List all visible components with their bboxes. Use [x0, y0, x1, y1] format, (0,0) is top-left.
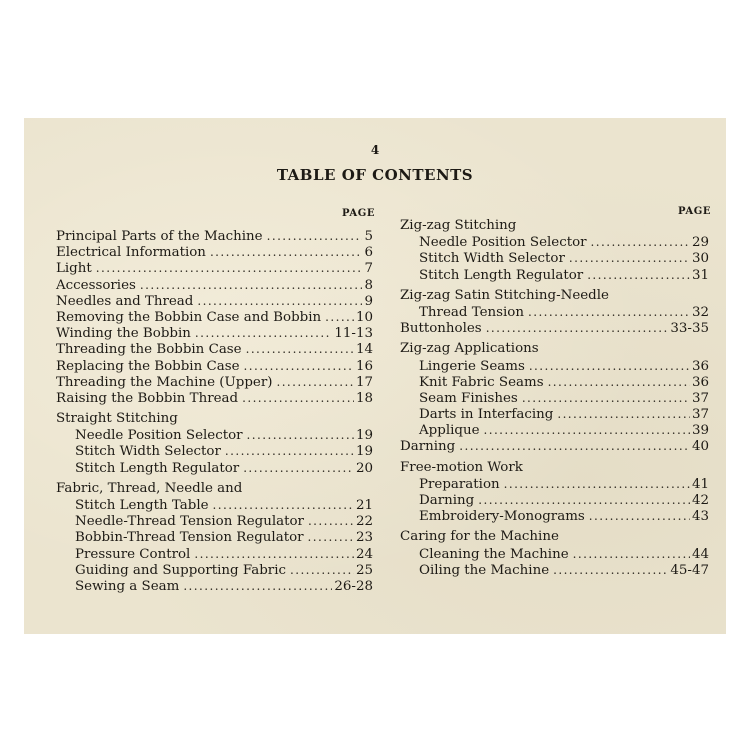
dot-leader: [486, 320, 669, 336]
dot-leader: [246, 341, 354, 357]
toc-section-heading: [400, 341, 709, 357]
toc-entry: [56, 309, 373, 325]
dot-leader: [557, 406, 690, 422]
toc-entry-label: Stitch Length Table: [75, 498, 209, 513]
toc-entry-page-number: 32: [691, 304, 709, 320]
dot-leader: [225, 443, 354, 459]
toc-entry-page-number: 11-13: [334, 326, 373, 342]
page-title: TABLE OF CONTENTS: [276, 166, 474, 184]
toc-entry-label: Removing the Bobbin Case and Bobbin: [56, 309, 322, 325]
toc-entry: [400, 406, 709, 422]
toc-entry-page-number: 29: [691, 235, 709, 251]
toc-entry: [56, 244, 373, 260]
dot-leader: [528, 304, 690, 320]
toc-entry-page-number: 19: [355, 428, 373, 444]
toc-entry-label: Principal Parts of the Machine: [56, 229, 263, 244]
toc-entry-page-number: 7: [364, 261, 373, 277]
page-number: 4: [370, 143, 380, 157]
toc-entry-page-number: 45-47: [670, 562, 709, 578]
toc-entry-label: Needle Position Selector: [419, 235, 587, 251]
toc-entry-label: Threading the Machine (Upper): [56, 374, 273, 390]
toc-entry-page-number: 37: [691, 407, 709, 423]
toc-entry: [400, 320, 709, 336]
toc-entry: [56, 293, 373, 309]
toc-entry: [400, 476, 709, 492]
dot-leader: [529, 358, 690, 374]
toc-entry-page-number: 6: [364, 245, 373, 261]
toc-entry-label: Applique: [419, 423, 480, 439]
toc-entry: [56, 341, 373, 357]
dot-leader: [197, 293, 362, 309]
toc-entry: [56, 427, 373, 443]
toc-entry: [56, 358, 373, 374]
toc-entry-page-number: 24: [355, 546, 373, 562]
dot-leader: [308, 529, 354, 545]
toc-entry-page-number: 37: [691, 390, 709, 406]
toc-entry-label: Buttonholes: [400, 321, 482, 337]
toc-entry-label: Cleaning the Machine: [419, 546, 569, 562]
dot-leader: [243, 460, 354, 476]
toc-entry-label: Oiling the Machine: [419, 562, 550, 578]
toc-entry-label: Replacing the Bobbin Case: [56, 358, 240, 374]
toc-entry: [400, 234, 709, 250]
toc-entry-page-number: 23: [355, 530, 373, 546]
toc-entry-label: Needle-Thread Tension Regulator: [75, 514, 304, 530]
toc-section-heading: [400, 218, 709, 234]
toc-entry-page-number: 17: [355, 374, 373, 390]
toc-entry-label: Lingerie Seams: [419, 358, 525, 374]
toc-entry-label: Stitch Width Selector: [75, 444, 221, 460]
toc-entry-page-number: 19: [355, 444, 373, 460]
toc-entry: [400, 250, 709, 266]
dot-leader: [195, 325, 333, 341]
toc-entry-label: Straight Stitching: [56, 411, 178, 427]
toc-entry-label: Zig-zag Applications: [400, 341, 539, 357]
right-contents-column: [400, 218, 709, 578]
dot-leader: [591, 234, 690, 250]
dot-leader: [96, 260, 363, 276]
toc-entry-page-number: 36: [691, 374, 709, 390]
toc-entry-label: Darning: [419, 493, 475, 508]
toc-entry-page-number: 41: [691, 476, 709, 492]
toc-entry-label: Zig-zag Satin Stitching-Needle: [400, 287, 609, 303]
toc-entry-page-number: 8: [364, 277, 373, 293]
toc-entry: [56, 277, 373, 293]
toc-entry-label: Stitch Length Regulator: [75, 460, 240, 476]
toc-entry-page-number: 44: [691, 546, 709, 562]
toc-section-heading: [400, 460, 709, 476]
toc-entry-label: Knit Fabric Seams: [419, 374, 544, 390]
toc-section-heading: [400, 288, 709, 304]
toc-entry-label: Darning: [400, 439, 456, 455]
toc-entry: [400, 438, 709, 454]
toc-entry: [56, 260, 373, 276]
toc-entry-label: Preparation: [419, 476, 500, 492]
toc-entry: [56, 578, 373, 594]
dot-leader: [587, 267, 690, 283]
toc-entry: [400, 390, 709, 406]
dot-leader: [247, 427, 354, 443]
dot-leader: [242, 390, 354, 406]
toc-entry: [56, 374, 373, 390]
toc-entry-page-number: 33-35: [670, 321, 709, 337]
booklet-page: [24, 118, 726, 634]
dot-leader: [267, 228, 363, 244]
dot-leader: [194, 546, 354, 562]
toc-entry-label: Thread Tension: [419, 304, 524, 320]
toc-entry-label: Needles and Thread: [56, 293, 194, 309]
toc-entry-label: Darts in Interfacing: [419, 407, 554, 423]
toc-entry: [400, 358, 709, 374]
toc-entry-label: Fabric, Thread, Needle and: [56, 480, 243, 496]
toc-entry-label: Stitch Width Selector: [419, 251, 565, 267]
toc-entry-page-number: 30: [691, 251, 709, 267]
toc-entry-label: Needle Position Selector: [75, 428, 243, 444]
dot-leader: [140, 277, 363, 293]
dot-leader: [553, 562, 668, 578]
toc-entry-label: Stitch Length Regulator: [419, 267, 584, 283]
dot-leader: [183, 578, 332, 594]
toc-entry: [56, 529, 373, 545]
dot-leader: [210, 244, 363, 260]
toc-section-heading: [400, 529, 709, 545]
dot-leader: [325, 309, 354, 325]
toc-entry-page-number: 40: [691, 439, 709, 455]
toc-entry: [56, 497, 373, 513]
toc-entry-label: Guiding and Supporting Fabric: [75, 562, 286, 578]
toc-section-heading: [56, 481, 373, 497]
dot-leader: [569, 250, 690, 266]
toc-entry: [56, 443, 373, 459]
toc-entry-page-number: 26-28: [334, 578, 373, 594]
dot-leader: [484, 422, 690, 438]
toc-entry-page-number: 18: [355, 390, 373, 406]
toc-entry: [400, 562, 709, 578]
dot-leader: [478, 492, 690, 508]
left-page-column-header: PAGE: [342, 208, 376, 219]
dot-leader: [213, 497, 354, 513]
toc-entry-label: Embroidery-Monograms: [419, 509, 585, 525]
toc-entry-label: Sewing a Seam: [75, 578, 180, 594]
dot-leader: [459, 438, 690, 454]
dot-leader: [276, 374, 353, 390]
toc-entry-label: Light: [56, 261, 92, 277]
left-contents-column: [56, 228, 373, 594]
toc-entry: [400, 422, 709, 438]
dot-leader: [308, 513, 354, 529]
dot-leader: [548, 374, 690, 390]
toc-entry-page-number: 31: [691, 267, 709, 283]
toc-entry-page-number: 14: [355, 342, 373, 358]
toc-entry-label: Winding the Bobbin: [56, 326, 191, 342]
toc-entry: [400, 546, 709, 562]
toc-entry-label: Electrical Information: [56, 245, 206, 261]
toc-entry: [56, 390, 373, 406]
toc-entry-label: Threading the Bobbin Case: [56, 342, 242, 358]
toc-entry-page-number: 36: [691, 358, 709, 374]
toc-entry: [400, 508, 709, 524]
dot-leader: [573, 546, 690, 562]
toc-entry: [400, 492, 709, 508]
toc-entry-label: Pressure Control: [75, 546, 191, 562]
toc-entry-page-number: 10: [355, 309, 373, 325]
toc-entry-label: Zig-zag Stitching: [400, 218, 517, 233]
toc-entry: [56, 562, 373, 578]
toc-entry-page-number: 16: [355, 358, 373, 374]
toc-entry-page-number: 20: [355, 460, 373, 476]
toc-entry: [56, 228, 373, 244]
toc-entry-page-number: 25: [355, 562, 373, 578]
toc-entry: [400, 304, 709, 320]
toc-entry-page-number: 5: [364, 229, 373, 244]
toc-entry: [400, 267, 709, 283]
toc-entry-label: Free-motion Work: [400, 459, 523, 475]
toc-entry: [56, 513, 373, 529]
toc-entry-page-number: 21: [355, 498, 373, 513]
toc-entry-page-number: 43: [691, 509, 709, 525]
toc-entry-label: Bobbin-Thread Tension Regulator: [75, 530, 304, 546]
dot-leader: [290, 562, 354, 578]
toc-entry-label: Raising the Bobbin Thread: [56, 390, 239, 406]
toc-entry-label: Caring for the Machine: [400, 529, 559, 545]
toc-entry-label: Accessories: [56, 277, 136, 293]
toc-entry: [56, 325, 373, 341]
toc-entry: [56, 546, 373, 562]
right-page-column-header: PAGE: [678, 206, 712, 217]
toc-entry-page-number: 42: [691, 493, 709, 508]
dot-leader: [522, 390, 690, 406]
toc-entry: [56, 460, 373, 476]
toc-entry-page-number: 39: [691, 423, 709, 439]
toc-entry-label: Seam Finishes: [419, 390, 518, 406]
toc-entry: [400, 374, 709, 390]
toc-entry-page-number: 9: [364, 293, 373, 309]
toc-entry-page-number: 22: [355, 514, 373, 530]
dot-leader: [244, 358, 354, 374]
dot-leader: [589, 508, 690, 524]
dot-leader: [504, 476, 690, 492]
toc-section-heading: [56, 411, 373, 427]
